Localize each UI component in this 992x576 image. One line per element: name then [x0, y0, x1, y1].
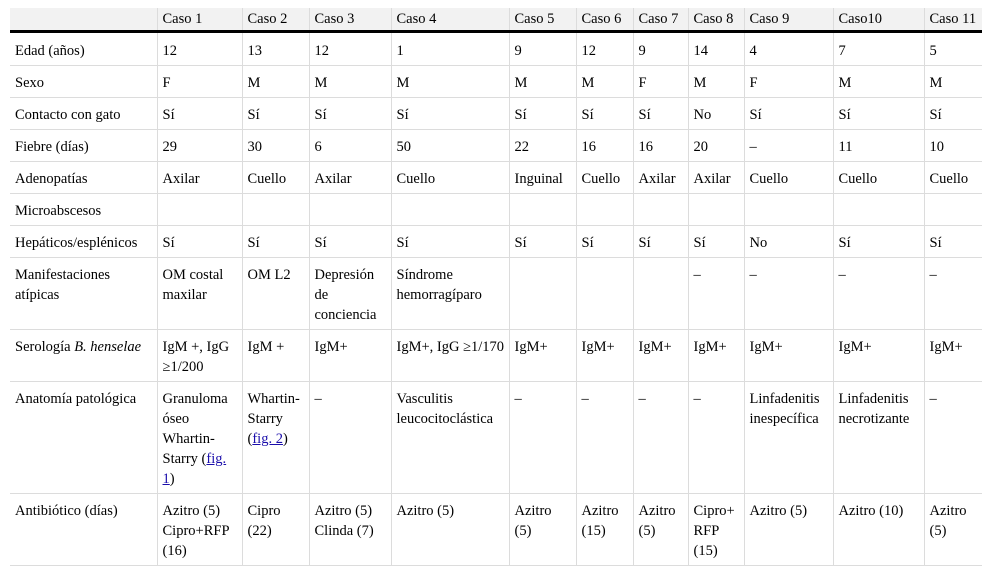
- table-cell: [509, 382, 576, 494]
- table-cell: [309, 130, 391, 162]
- cell-text: Azitro (5): [929, 503, 967, 539]
- table-cell: [242, 130, 309, 162]
- table-cell: [744, 66, 833, 98]
- cell-text: 12: [314, 43, 329, 59]
- cell-text: Azitro (5): [638, 503, 676, 539]
- cell-text: IgM +, IgG ≥1/200: [162, 339, 230, 375]
- row-label: [10, 66, 157, 98]
- table-cell: [509, 194, 576, 226]
- table-cell: [833, 494, 924, 566]
- table-cell: [242, 32, 309, 66]
- cell-text: Axilar: [693, 171, 731, 187]
- cell-text: OM L2: [247, 267, 291, 283]
- table-cell: [576, 194, 633, 226]
- table-cell: [242, 494, 309, 566]
- cell-text: 9: [514, 43, 522, 59]
- cell-text: F: [638, 75, 647, 91]
- table-cell: [242, 194, 309, 226]
- row-label: [10, 382, 157, 494]
- cell-text: Azitro (15): [581, 503, 619, 539]
- cell-text: Azitro (5) Cipro+RFP (16): [162, 503, 229, 559]
- table-cell: [744, 98, 833, 130]
- cell-text: –: [749, 139, 757, 155]
- cell-text: OM costal maxilar: [162, 267, 224, 303]
- cell-text: IgM+: [581, 339, 615, 355]
- table-row: [10, 32, 982, 66]
- row-label-text: Antibiótico (días): [15, 503, 118, 519]
- cell-text: Sí: [749, 107, 762, 123]
- cell-text: Sí: [314, 235, 327, 251]
- cell-text: Inguinal: [514, 171, 563, 187]
- row-label: [10, 330, 157, 382]
- table-cell: [157, 98, 242, 130]
- cell-text: Linfadenitis necrotizante: [838, 391, 910, 427]
- table-cell: [391, 98, 509, 130]
- table-cell: [309, 98, 391, 130]
- cell-text: 22: [514, 139, 529, 155]
- cell-text: IgM+, IgG ≥1/170: [396, 339, 505, 355]
- cell-text: 14: [693, 43, 708, 59]
- table-cell: [744, 494, 833, 566]
- table-cell: [833, 194, 924, 226]
- table-cell: [509, 258, 576, 330]
- cell-text: Vasculitis leucocitoclástica: [396, 391, 494, 427]
- table-cell: [309, 494, 391, 566]
- header-cell: Caso 1: [157, 8, 242, 32]
- table-cell: [391, 66, 509, 98]
- row-label-text: Adenopatías: [15, 171, 88, 187]
- table-cell: [688, 98, 744, 130]
- table-cell: [576, 226, 633, 258]
- table-cell: [833, 258, 924, 330]
- row-label-text: Manifestaciones atípicas: [15, 267, 111, 303]
- table-cell: [744, 382, 833, 494]
- cell-text: Sí: [162, 107, 175, 123]
- table-cell: [509, 226, 576, 258]
- header-cell: Caso 11: [924, 8, 982, 32]
- cell-text: IgM+: [514, 339, 548, 355]
- cell-text: M: [314, 75, 328, 91]
- table-cell: [391, 382, 509, 494]
- table-row: [10, 382, 982, 494]
- cell-text: IgM+: [749, 339, 783, 355]
- cell-text: Axilar: [314, 171, 352, 187]
- row-label: [10, 258, 157, 330]
- cell-text: Cuello: [581, 171, 621, 187]
- table-cell: [688, 258, 744, 330]
- row-label: [10, 494, 157, 566]
- cell-text: –: [638, 391, 646, 407]
- cell-text: Sí: [929, 235, 942, 251]
- table-cell: [576, 494, 633, 566]
- table-cell: [924, 162, 982, 194]
- table-row: [10, 194, 982, 226]
- cell-text: M: [514, 75, 528, 91]
- header-cell: Caso 2: [242, 8, 309, 32]
- cell-text: Axilar: [638, 171, 676, 187]
- table-cell: [576, 330, 633, 382]
- cell-text: IgM +: [247, 339, 285, 355]
- cell-text: 9: [638, 43, 646, 59]
- row-label-text: Microabscesos: [15, 203, 102, 219]
- header-cell: Caso 6: [576, 8, 633, 32]
- cell-text: No: [693, 107, 712, 123]
- table-cell: [833, 162, 924, 194]
- cell-text: Cipro (22): [247, 503, 281, 539]
- cell-text: Sí: [581, 107, 594, 123]
- table-cell: [157, 226, 242, 258]
- table-cell: [509, 32, 576, 66]
- cell-text: Azitro (5): [749, 503, 808, 519]
- cell-text: Depresión de conciencia: [314, 267, 377, 323]
- table-cell: [576, 162, 633, 194]
- cell-text: –: [929, 391, 937, 407]
- cell-text: 16: [638, 139, 653, 155]
- row-label-text: Contacto con gato: [15, 107, 121, 123]
- cell-text: Cuello: [396, 171, 436, 187]
- table-cell: [633, 130, 688, 162]
- table-cell: [242, 258, 309, 330]
- table-cell: [924, 494, 982, 566]
- table-cell: [157, 66, 242, 98]
- table-cell: [576, 32, 633, 66]
- table-cell: [833, 66, 924, 98]
- table-cell: [509, 162, 576, 194]
- cell-text: –: [693, 391, 701, 407]
- cell-text: M: [929, 75, 943, 91]
- header-row: [10, 8, 982, 32]
- cell-text: 50: [396, 139, 411, 155]
- cell-text: 6: [314, 139, 322, 155]
- cell-text: Cuello: [749, 171, 789, 187]
- cell-text: M: [396, 75, 410, 91]
- fig1-link[interactable]: fig. 1: [162, 451, 227, 487]
- table-cell: [833, 130, 924, 162]
- table-cell: [633, 194, 688, 226]
- cell-text: –: [581, 391, 589, 407]
- cell-text: 4: [749, 43, 757, 59]
- cell-text: Cuello: [929, 171, 969, 187]
- table-cell: [633, 226, 688, 258]
- cell-text: Azitro (10): [838, 503, 904, 519]
- row-label: [10, 98, 157, 130]
- table-cell: [509, 494, 576, 566]
- table-cell: [633, 258, 688, 330]
- table-cell: [576, 98, 633, 130]
- fig2-link[interactable]: fig. 2: [252, 431, 283, 447]
- table-cell: [688, 226, 744, 258]
- table-cell: [576, 130, 633, 162]
- table-cell: [509, 130, 576, 162]
- cell-text: 20: [693, 139, 708, 155]
- table-cell: [833, 226, 924, 258]
- table-cell: [633, 330, 688, 382]
- table-cell: [924, 330, 982, 382]
- cell-text: Azitro (5): [514, 503, 552, 539]
- row-label: [10, 130, 157, 162]
- table-row: [10, 162, 982, 194]
- table-cell: [576, 382, 633, 494]
- table-cell: [833, 330, 924, 382]
- table-cell: [391, 258, 509, 330]
- table-cell: [157, 130, 242, 162]
- cell-text: Sí: [693, 235, 706, 251]
- table-cell: [157, 32, 242, 66]
- table-cell: [633, 32, 688, 66]
- table-cell: [924, 258, 982, 330]
- table-cell: [391, 330, 509, 382]
- table-cell: [509, 330, 576, 382]
- table-cell: [833, 32, 924, 66]
- row-label: [10, 32, 157, 66]
- table-cell: [744, 130, 833, 162]
- row-label-text: Serología: [15, 339, 71, 355]
- cell-text: Síndrome hemorragíparo: [396, 267, 482, 303]
- cell-text: 10: [929, 139, 944, 155]
- table-cell: [391, 130, 509, 162]
- cell-text: Sí: [838, 107, 851, 123]
- cell-text: Sí: [514, 107, 527, 123]
- row-label-text: Sexo: [15, 75, 44, 91]
- cell-text: M: [838, 75, 852, 91]
- table-row: [10, 98, 982, 130]
- cell-text: Azitro (5): [396, 503, 455, 519]
- cell-text: F: [162, 75, 171, 91]
- cell-text: Sí: [162, 235, 175, 251]
- cell-text: 1: [396, 43, 404, 59]
- table-cell: [633, 98, 688, 130]
- table-cell: [924, 226, 982, 258]
- table-cell: [833, 382, 924, 494]
- table-cell: [309, 382, 391, 494]
- table-cell: [309, 194, 391, 226]
- cell-text: Cipro+ RFP (15): [693, 503, 735, 559]
- table-cell: [309, 330, 391, 382]
- table-cell: [576, 258, 633, 330]
- table-cell: [688, 162, 744, 194]
- link-suffix: ): [282, 431, 288, 447]
- cell-text: 29: [162, 139, 177, 155]
- cell-text: Sí: [638, 235, 651, 251]
- cell-text: Azitro (5) Clinda (7): [314, 503, 374, 539]
- table-row: [10, 226, 982, 258]
- table-cell: [157, 382, 242, 494]
- header-cell: Caso 4: [391, 8, 509, 32]
- cell-text: 5: [929, 43, 937, 59]
- cell-text: Linfadenitis inespecífica: [749, 391, 820, 427]
- cell-text: Sí: [247, 107, 260, 123]
- cell-text: 30: [247, 139, 262, 155]
- table-cell: [924, 194, 982, 226]
- table-cell: [157, 258, 242, 330]
- table-cell: [242, 330, 309, 382]
- header-cell: Caso 9: [744, 8, 833, 32]
- cell-text: 11: [838, 139, 853, 155]
- table-cell: [309, 32, 391, 66]
- table-cell: [633, 162, 688, 194]
- cell-text: Sí: [396, 107, 409, 123]
- table-cell: [688, 32, 744, 66]
- table-cell: [688, 494, 744, 566]
- row-label-italic: B. henselae: [74, 339, 142, 355]
- cell-text: Sí: [514, 235, 527, 251]
- table-row: [10, 494, 982, 566]
- cell-text: 16: [581, 139, 596, 155]
- cell-text: No: [749, 235, 768, 251]
- header-cell: Caso 8: [688, 8, 744, 32]
- table-cell: [688, 330, 744, 382]
- table-cell: [688, 194, 744, 226]
- row-label-text: Hepáticos/esplénicos: [15, 235, 138, 251]
- row-label-text: Edad (años): [15, 43, 85, 59]
- cell-text: 7: [838, 43, 846, 59]
- cell-text: –: [749, 267, 757, 283]
- row-label-text: Fiebre (días): [15, 139, 89, 155]
- table-cell: [391, 162, 509, 194]
- row-label-text: Anatomía patológica: [15, 391, 137, 407]
- table-cell: [744, 162, 833, 194]
- header-cell: Caso 5: [509, 8, 576, 32]
- cell-text: Cuello: [838, 171, 878, 187]
- table-row: [10, 330, 982, 382]
- table-cell: [242, 226, 309, 258]
- table-cell: [309, 66, 391, 98]
- table-cell: [924, 66, 982, 98]
- cell-text: F: [749, 75, 758, 91]
- cell-text: Sí: [247, 235, 260, 251]
- table-cell: [157, 162, 242, 194]
- header-cell: Caso 7: [633, 8, 688, 32]
- row-label: [10, 194, 157, 226]
- table-cell: [157, 494, 242, 566]
- table-cell: [924, 130, 982, 162]
- table-cell: [744, 226, 833, 258]
- cell-text: Whartin-Starry (: [247, 391, 300, 447]
- table-row: [10, 66, 982, 98]
- table-cell: [833, 98, 924, 130]
- table-cell: [391, 226, 509, 258]
- table-cell: [688, 66, 744, 98]
- row-label: [10, 226, 157, 258]
- cell-text: IgM+: [838, 339, 872, 355]
- table-cell: [576, 66, 633, 98]
- cell-text: M: [247, 75, 261, 91]
- row-label: [10, 162, 157, 194]
- table-cell: [744, 330, 833, 382]
- table-cell: [391, 32, 509, 66]
- cell-text: Sí: [396, 235, 409, 251]
- cell-text: M: [581, 75, 595, 91]
- cell-text: –: [838, 267, 846, 283]
- table-cell: [924, 98, 982, 130]
- cell-text: 12: [581, 43, 596, 59]
- cell-text: IgM+: [314, 339, 348, 355]
- cell-text: Sí: [581, 235, 594, 251]
- header-empty-cell: [10, 8, 157, 32]
- header-cell: Caso10: [833, 8, 924, 32]
- link-suffix: ): [169, 471, 175, 487]
- table-cell: [157, 194, 242, 226]
- cell-text: –: [929, 267, 937, 283]
- cell-text: –: [514, 391, 522, 407]
- cell-text: Granuloma óseo Whartin-Starry (: [162, 391, 228, 467]
- cell-text: IgM+: [638, 339, 672, 355]
- table-row: [10, 130, 982, 162]
- table-cell: [157, 330, 242, 382]
- cell-text: Axilar: [162, 171, 200, 187]
- table-cell: [509, 98, 576, 130]
- header-cell: Caso 3: [309, 8, 391, 32]
- cell-text: IgM+: [929, 339, 963, 355]
- table-cell: [744, 258, 833, 330]
- cell-text: –: [693, 267, 701, 283]
- table-cell: [688, 382, 744, 494]
- cell-text: Sí: [838, 235, 851, 251]
- table-cell: [309, 258, 391, 330]
- table-cell: [309, 226, 391, 258]
- cell-text: IgM+: [693, 339, 727, 355]
- cell-text: –: [314, 391, 322, 407]
- table-cell: [242, 382, 309, 494]
- table-cell: [391, 194, 509, 226]
- table-cell: [242, 162, 309, 194]
- cell-text: 12: [162, 43, 177, 59]
- table-row: [10, 258, 982, 330]
- table-cell: [633, 382, 688, 494]
- cell-text: Sí: [638, 107, 651, 123]
- table-cell: [391, 494, 509, 566]
- table-cell: [924, 32, 982, 66]
- table-cell: [242, 98, 309, 130]
- table-cell: [633, 494, 688, 566]
- table-cell: [633, 66, 688, 98]
- cell-text: Sí: [314, 107, 327, 123]
- clinical-cases-table: [10, 8, 982, 566]
- cell-text: Sí: [929, 107, 942, 123]
- cell-text: M: [693, 75, 707, 91]
- table-cell: [509, 66, 576, 98]
- table-cell: [309, 162, 391, 194]
- table-cell: [242, 66, 309, 98]
- table-cell: [744, 32, 833, 66]
- table-cell: [924, 382, 982, 494]
- table-cell: [688, 130, 744, 162]
- cell-text: Cuello: [247, 171, 287, 187]
- cell-text: 13: [247, 43, 262, 59]
- table-cell: [744, 194, 833, 226]
